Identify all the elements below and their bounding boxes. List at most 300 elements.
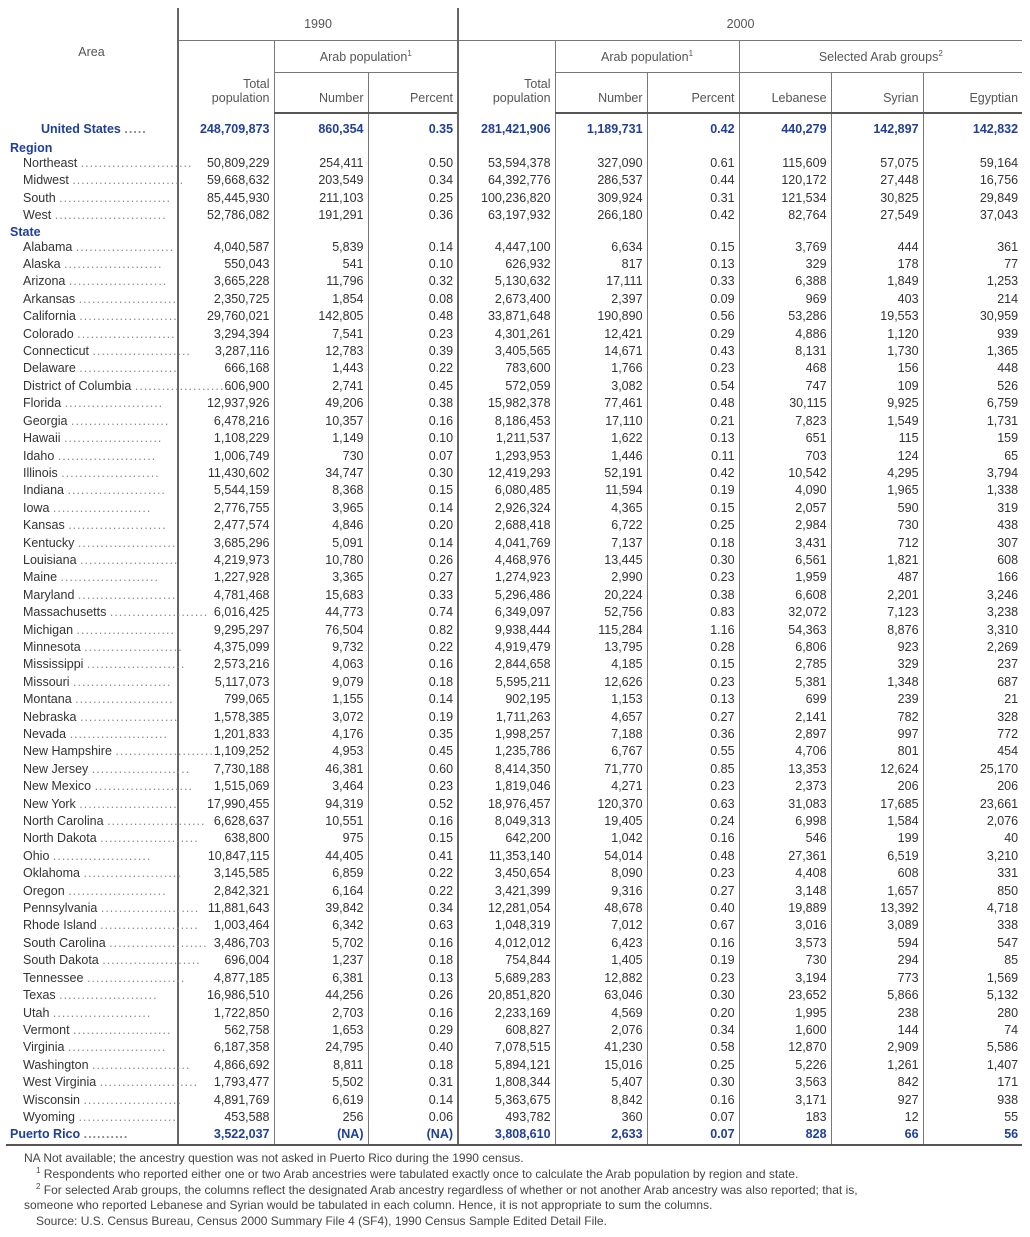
area-label: Colorado	[23, 326, 74, 341]
value-cell: 0.29	[368, 1022, 458, 1039]
area-name	[6, 865, 182, 882]
area-name	[6, 113, 178, 141]
leader-dots: ......................	[134, 378, 234, 393]
value-cell: 6,722	[555, 517, 647, 534]
area-name	[6, 761, 191, 778]
value-cell: 9,079	[274, 674, 368, 691]
value-cell: 0.23	[647, 360, 739, 377]
state-row	[6, 1039, 1022, 1056]
value-cell: 52,786,082	[178, 207, 274, 224]
value-cell: 5,689,283	[458, 970, 555, 987]
value-cell: 1,407	[923, 1057, 1022, 1074]
value-cell: 4,090	[739, 482, 831, 499]
leader-dots: ......................	[78, 291, 177, 306]
value-cell: 77,461	[555, 395, 647, 412]
value-cell: 159	[923, 430, 1022, 447]
value-cell: 63,046	[555, 987, 647, 1004]
area-name	[6, 1074, 199, 1091]
state-row	[6, 535, 1022, 552]
state-row	[6, 1005, 1022, 1022]
number-2000-header: Number	[555, 73, 647, 114]
value-cell: 3,194	[739, 970, 831, 987]
value-cell: 3,145,585	[178, 865, 274, 882]
value-cell: 0.30	[647, 987, 739, 1004]
footnote-2: $^2$ For selected Arab groups, the columns reflect the designated Arab ancestry regardless of whether or not another Arab ancestry was also reported; that is,	[36, 1181, 858, 1197]
value-cell: 1,995	[739, 1005, 831, 1022]
value-cell: 0.43	[647, 343, 739, 360]
value-cell: 0.42	[647, 465, 739, 482]
value-cell: 0.22	[368, 639, 458, 656]
value-cell: 5,130,632	[458, 273, 555, 290]
value-cell: 0.40	[647, 900, 739, 917]
value-cell: 199	[831, 830, 923, 847]
area-label: Nebraska	[23, 709, 77, 724]
state-row	[6, 656, 1022, 673]
value-cell: 8,186,453	[458, 413, 555, 430]
value-cell: 0.19	[647, 952, 739, 969]
value-cell: 0.83	[647, 604, 739, 621]
value-cell: 55	[923, 1109, 1022, 1126]
value-cell: 142,832	[923, 113, 1022, 141]
value-cell: 0.24	[647, 813, 739, 830]
value-cell: 2,141	[739, 709, 831, 726]
value-cell: 206	[923, 778, 1022, 795]
value-cell: 239	[831, 691, 923, 708]
value-cell: 5,381	[739, 674, 831, 691]
value-cell: 2,076	[923, 813, 1022, 830]
area-label: Northeast	[23, 156, 78, 170]
value-cell: 6,998	[739, 813, 831, 830]
value-cell: 1,237	[274, 952, 368, 969]
value-cell: 1,600	[739, 1022, 831, 1039]
value-cell: 3,072	[274, 709, 368, 726]
area-name	[6, 190, 178, 207]
value-cell: 2,703	[274, 1005, 368, 1022]
value-cell: 13,795	[555, 639, 647, 656]
value-cell: 0.48	[368, 308, 458, 325]
value-cell: 1,109,252	[178, 743, 274, 760]
empty-cell	[368, 141, 458, 155]
value-cell: 975	[274, 830, 368, 847]
value-cell: 3,246	[923, 587, 1022, 604]
value-cell: 12,870	[739, 1039, 831, 1056]
area-label: Michigan	[23, 622, 74, 637]
value-cell: 842	[831, 1074, 923, 1091]
value-cell: 3,089	[831, 917, 923, 934]
value-cell: 0.23	[647, 970, 739, 987]
value-cell: 5,407	[555, 1074, 647, 1091]
value-cell: 0.27	[647, 709, 739, 726]
value-cell: 59,668,632	[178, 172, 274, 189]
value-cell: 772	[923, 726, 1022, 743]
value-cell: 254,411	[274, 155, 368, 172]
value-cell: 0.35	[368, 726, 458, 743]
region-row	[6, 190, 1022, 207]
state-row	[6, 343, 1022, 360]
value-cell: 487	[831, 569, 923, 586]
value-cell: 248,709,873	[178, 113, 274, 141]
value-cell: 10,551	[274, 813, 368, 830]
value-cell: 4,953	[274, 743, 368, 760]
value-cell: 0.16	[647, 935, 739, 952]
leader-dots: ..........	[83, 1127, 129, 1142]
value-cell: 3,294,394	[178, 326, 274, 343]
leader-dots: .........................	[54, 208, 167, 223]
area-label: Maryland	[23, 587, 75, 602]
value-cell: 3,665,228	[178, 273, 274, 290]
area-name	[6, 308, 178, 325]
year-2000-header: 2000	[458, 8, 1022, 41]
value-cell: 0.33	[368, 587, 458, 604]
value-cell: 5,586	[923, 1039, 1022, 1056]
area-name	[6, 448, 178, 465]
value-cell: 329	[739, 256, 831, 273]
value-cell: 5,866	[831, 987, 923, 1004]
area-name	[6, 743, 214, 760]
empty-cell	[458, 225, 555, 239]
value-cell: 2,350,725	[178, 291, 274, 308]
area-label: Illinois	[23, 465, 58, 480]
value-cell: 6,634	[555, 239, 647, 256]
state-row	[6, 691, 1022, 708]
value-cell: 7,078,515	[458, 1039, 555, 1056]
value-cell: 0.45	[368, 378, 458, 395]
state-row	[6, 482, 1022, 499]
value-cell: 12,421	[555, 326, 647, 343]
value-cell: 860,354	[274, 113, 368, 141]
value-cell: 608	[923, 552, 1022, 569]
value-cell: 10,780	[274, 552, 368, 569]
value-cell: 1,365	[923, 343, 1022, 360]
percent-1990-header: Percent	[368, 73, 458, 114]
area-name	[6, 639, 183, 656]
area-label: Utah	[23, 1005, 50, 1020]
value-cell: 0.56	[647, 308, 739, 325]
value-cell: 7,012	[555, 917, 647, 934]
value-cell: 0.67	[647, 917, 739, 934]
leader-dots: ......................	[86, 970, 186, 985]
empty-cell	[368, 225, 458, 239]
syrian-header: Syrian	[831, 73, 923, 114]
area-label: Washington	[23, 1057, 89, 1072]
value-cell: 799,065	[178, 691, 274, 708]
value-cell: 4,012,012	[458, 935, 555, 952]
value-cell: 939	[923, 326, 1022, 343]
area-label: Kentucky	[23, 535, 75, 550]
value-cell: 12,281,054	[458, 900, 555, 917]
area-name	[6, 883, 178, 900]
value-cell: 266,180	[555, 207, 647, 224]
value-cell: 0.22	[368, 883, 458, 900]
area-label: Midwest	[23, 173, 69, 188]
leader-dots: ......................	[83, 1092, 182, 1107]
value-cell: 12,626	[555, 674, 647, 691]
value-cell: 23,652	[739, 987, 831, 1004]
value-cell: 327,090	[555, 155, 647, 172]
value-cell: 0.23	[647, 865, 739, 882]
value-cell: 969	[739, 291, 831, 308]
area-label: Indiana	[23, 483, 65, 498]
value-cell: 6,381	[274, 970, 368, 987]
area-name	[6, 378, 234, 395]
state-row	[6, 1022, 1022, 1039]
value-cell: 10,847,115	[178, 848, 274, 865]
value-cell: 0.36	[368, 207, 458, 224]
value-cell: 730	[739, 952, 831, 969]
value-cell: 12,882	[555, 970, 647, 987]
value-cell: 361	[923, 239, 1022, 256]
value-cell: 0.13	[647, 430, 739, 447]
value-cell: 328	[923, 709, 1022, 726]
percent-2000-header: Percent	[647, 73, 739, 114]
area-name	[6, 569, 178, 586]
value-cell: 4,176	[274, 726, 368, 743]
value-cell: 0.09	[647, 291, 739, 308]
value-cell: 1,446	[555, 448, 647, 465]
area-name	[6, 1057, 191, 1074]
value-cell: 2,897	[739, 726, 831, 743]
value-cell: 0.28	[647, 639, 739, 656]
value-cell: 17,990,455	[178, 796, 274, 813]
value-cell: 8,368	[274, 482, 368, 499]
value-cell: 4,877,185	[178, 970, 274, 987]
value-cell: 0.45	[368, 743, 458, 760]
value-cell: 11,353,140	[458, 848, 555, 865]
value-cell: 782	[831, 709, 923, 726]
value-cell: 696,004	[178, 952, 274, 969]
value-cell: 1,274,923	[458, 569, 555, 586]
area-label: Mississippi	[23, 657, 84, 672]
value-cell: 3,573	[739, 935, 831, 952]
value-cell: 4,657	[555, 709, 647, 726]
value-cell: 49,206	[274, 395, 368, 412]
state-row	[6, 848, 1022, 865]
leader-dots: ......................	[102, 953, 201, 968]
area-label: Texas	[23, 988, 56, 1003]
value-cell: 24,795	[274, 1039, 368, 1056]
value-cell: 1,211,537	[458, 430, 555, 447]
value-cell: 27,448	[831, 172, 923, 189]
value-cell: 4,706	[739, 743, 831, 760]
state-row	[6, 709, 1022, 726]
value-cell: 0.23	[647, 569, 739, 586]
value-cell: 331	[923, 865, 1022, 882]
value-cell: 5,091	[274, 535, 368, 552]
value-cell: 4,569	[555, 1005, 647, 1022]
value-cell: 6,388	[739, 273, 831, 290]
leader-dots: ......................	[64, 431, 163, 446]
value-cell: 4,886	[739, 326, 831, 343]
area-label: South Carolina	[23, 935, 106, 950]
value-cell: 0.34	[647, 1022, 739, 1039]
value-cell: 1,235,786	[458, 743, 555, 760]
area-label: Puerto Rico	[10, 1127, 81, 1142]
value-cell: 6,619	[274, 1092, 368, 1109]
value-cell: 5,544,159	[178, 482, 274, 499]
value-cell: 0.38	[647, 587, 739, 604]
leader-dots: ......................	[80, 552, 179, 567]
area-name	[6, 656, 186, 673]
value-cell: 0.11	[647, 448, 739, 465]
value-cell: 666,168	[178, 360, 274, 377]
leader-dots: ......................	[100, 831, 199, 846]
value-cell: 32,072	[739, 604, 831, 621]
value-cell: 0.27	[368, 569, 458, 586]
puerto-rico-row	[6, 1126, 1022, 1144]
area-name	[6, 239, 178, 256]
value-cell: 64,392,776	[458, 172, 555, 189]
value-cell: 2,233,169	[458, 1005, 555, 1022]
value-cell: 6,561	[739, 552, 831, 569]
value-cell: 1,048,319	[458, 917, 555, 934]
value-cell: 4,408	[739, 865, 831, 882]
area-name	[6, 587, 178, 604]
value-cell: 8,842	[555, 1092, 647, 1109]
table-body	[6, 113, 1022, 1145]
leader-dots: .........................	[80, 156, 193, 170]
value-cell: 0.50	[368, 155, 458, 172]
value-cell: 606,900	[178, 378, 274, 395]
value-cell: 594	[831, 935, 923, 952]
value-cell: 0.38	[368, 395, 458, 412]
value-cell: 77	[923, 256, 1022, 273]
leader-dots: ......................	[115, 744, 214, 759]
value-cell: 31,083	[739, 796, 831, 813]
total-population-2000-header: Total population	[458, 41, 555, 114]
area-label: Arizona	[23, 274, 66, 289]
region-section	[6, 141, 1022, 155]
value-cell: 12	[831, 1109, 923, 1126]
value-cell: 12,624	[831, 761, 923, 778]
value-cell: 5,226	[739, 1057, 831, 1074]
value-cell: 0.14	[368, 239, 458, 256]
value-cell: 2,842,321	[178, 883, 274, 900]
leader-dots: ......................	[79, 796, 178, 811]
value-cell: 59,164	[923, 155, 1022, 172]
area-name	[6, 430, 178, 447]
value-cell: 5,363,675	[458, 1092, 555, 1109]
value-cell: 0.13	[368, 970, 458, 987]
value-cell: 1,153	[555, 691, 647, 708]
state-row	[6, 500, 1022, 517]
value-cell: 1,120	[831, 326, 923, 343]
value-cell: 3,287,116	[178, 343, 274, 360]
area-label: North Dakota	[23, 831, 97, 846]
value-cell: 0.44	[647, 172, 739, 189]
value-cell: 0.27	[647, 883, 739, 900]
area-label: Nevada	[23, 727, 67, 741]
area-name	[6, 900, 200, 917]
region-row	[6, 172, 1022, 189]
value-cell: 747	[739, 378, 831, 395]
value-cell: 7,123	[831, 604, 923, 621]
value-cell: 0.48	[647, 395, 739, 412]
value-cell: 0.58	[647, 1039, 739, 1056]
value-cell: 0.31	[647, 190, 739, 207]
area-name	[6, 1022, 178, 1039]
leader-dots: ......................	[70, 413, 170, 428]
value-cell: 1,003,464	[178, 917, 274, 934]
state-row	[6, 883, 1022, 900]
source-note: Source: U.S. Census Bureau, Census 2000 Summary File 4 (SF4), 1990 Census Sample Edited Detail File.	[36, 1214, 607, 1229]
state-row	[6, 552, 1022, 569]
area-name	[6, 848, 178, 865]
leader-dots: ......................	[59, 988, 158, 1003]
value-cell: 2,269	[923, 639, 1022, 656]
leader-dots: ......................	[73, 1022, 172, 1037]
value-cell: 923	[831, 639, 923, 656]
value-cell: 0.33	[647, 273, 739, 290]
value-cell: 15,016	[555, 1057, 647, 1074]
value-cell: 48,678	[555, 900, 647, 917]
value-cell: 39,842	[274, 900, 368, 917]
value-cell: 214	[923, 291, 1022, 308]
value-cell: 3,464	[274, 778, 368, 795]
state-row	[6, 378, 1022, 395]
value-cell: 52,756	[555, 604, 647, 621]
value-cell: 5,296,486	[458, 587, 555, 604]
value-cell: 4,866,692	[178, 1057, 274, 1074]
value-cell: 44,256	[274, 987, 368, 1004]
leader-dots: .........................	[72, 173, 185, 188]
area-label: Oregon	[23, 883, 65, 898]
value-cell: 280	[923, 1005, 1022, 1022]
value-cell: 3,808,610	[458, 1126, 555, 1144]
value-cell: 0.25	[647, 1057, 739, 1074]
leader-dots: ......................	[79, 709, 179, 724]
value-cell: 3,794	[923, 465, 1022, 482]
state-row	[6, 273, 1022, 290]
value-cell: 100,236,820	[458, 190, 555, 207]
value-cell: 0.14	[368, 691, 458, 708]
value-cell: 1,793,477	[178, 1074, 274, 1091]
value-cell: 46,381	[274, 761, 368, 778]
value-cell: 11,594	[555, 482, 647, 499]
value-cell: 1,227,928	[178, 569, 274, 586]
value-cell: 0.63	[647, 796, 739, 813]
value-cell: 1,821	[831, 552, 923, 569]
area-name	[6, 273, 178, 290]
table-notes	[24, 1151, 1024, 1230]
value-cell: 15,683	[274, 587, 368, 604]
arab-population-1990-header: Arab population$^1$	[274, 41, 458, 73]
value-cell: 294	[831, 952, 923, 969]
value-cell: 30,115	[739, 395, 831, 412]
value-cell: 142,805	[274, 308, 368, 325]
value-cell: 6,349,097	[458, 604, 555, 621]
value-cell: 54,363	[739, 622, 831, 639]
value-cell: 0.16	[647, 1092, 739, 1109]
value-cell: 938	[923, 1092, 1022, 1109]
value-cell: 0.14	[368, 535, 458, 552]
value-cell: 590	[831, 500, 923, 517]
area-name	[6, 172, 185, 189]
area-name	[6, 343, 191, 360]
value-cell: 53,594,378	[458, 155, 555, 172]
value-cell: (NA)	[368, 1126, 458, 1144]
value-cell: 0.14	[368, 500, 458, 517]
value-cell: 211,103	[274, 190, 368, 207]
leader-dots: ......................	[68, 274, 168, 289]
value-cell: 1,653	[274, 1022, 368, 1039]
value-cell: 3,405,565	[458, 343, 555, 360]
value-cell: 4,718	[923, 900, 1022, 917]
value-cell: 0.54	[647, 378, 739, 395]
value-cell: 3,522,037	[178, 1126, 274, 1144]
area-label: Tennessee	[23, 970, 84, 985]
state-row	[6, 796, 1022, 813]
value-cell: 0.07	[647, 1109, 739, 1126]
